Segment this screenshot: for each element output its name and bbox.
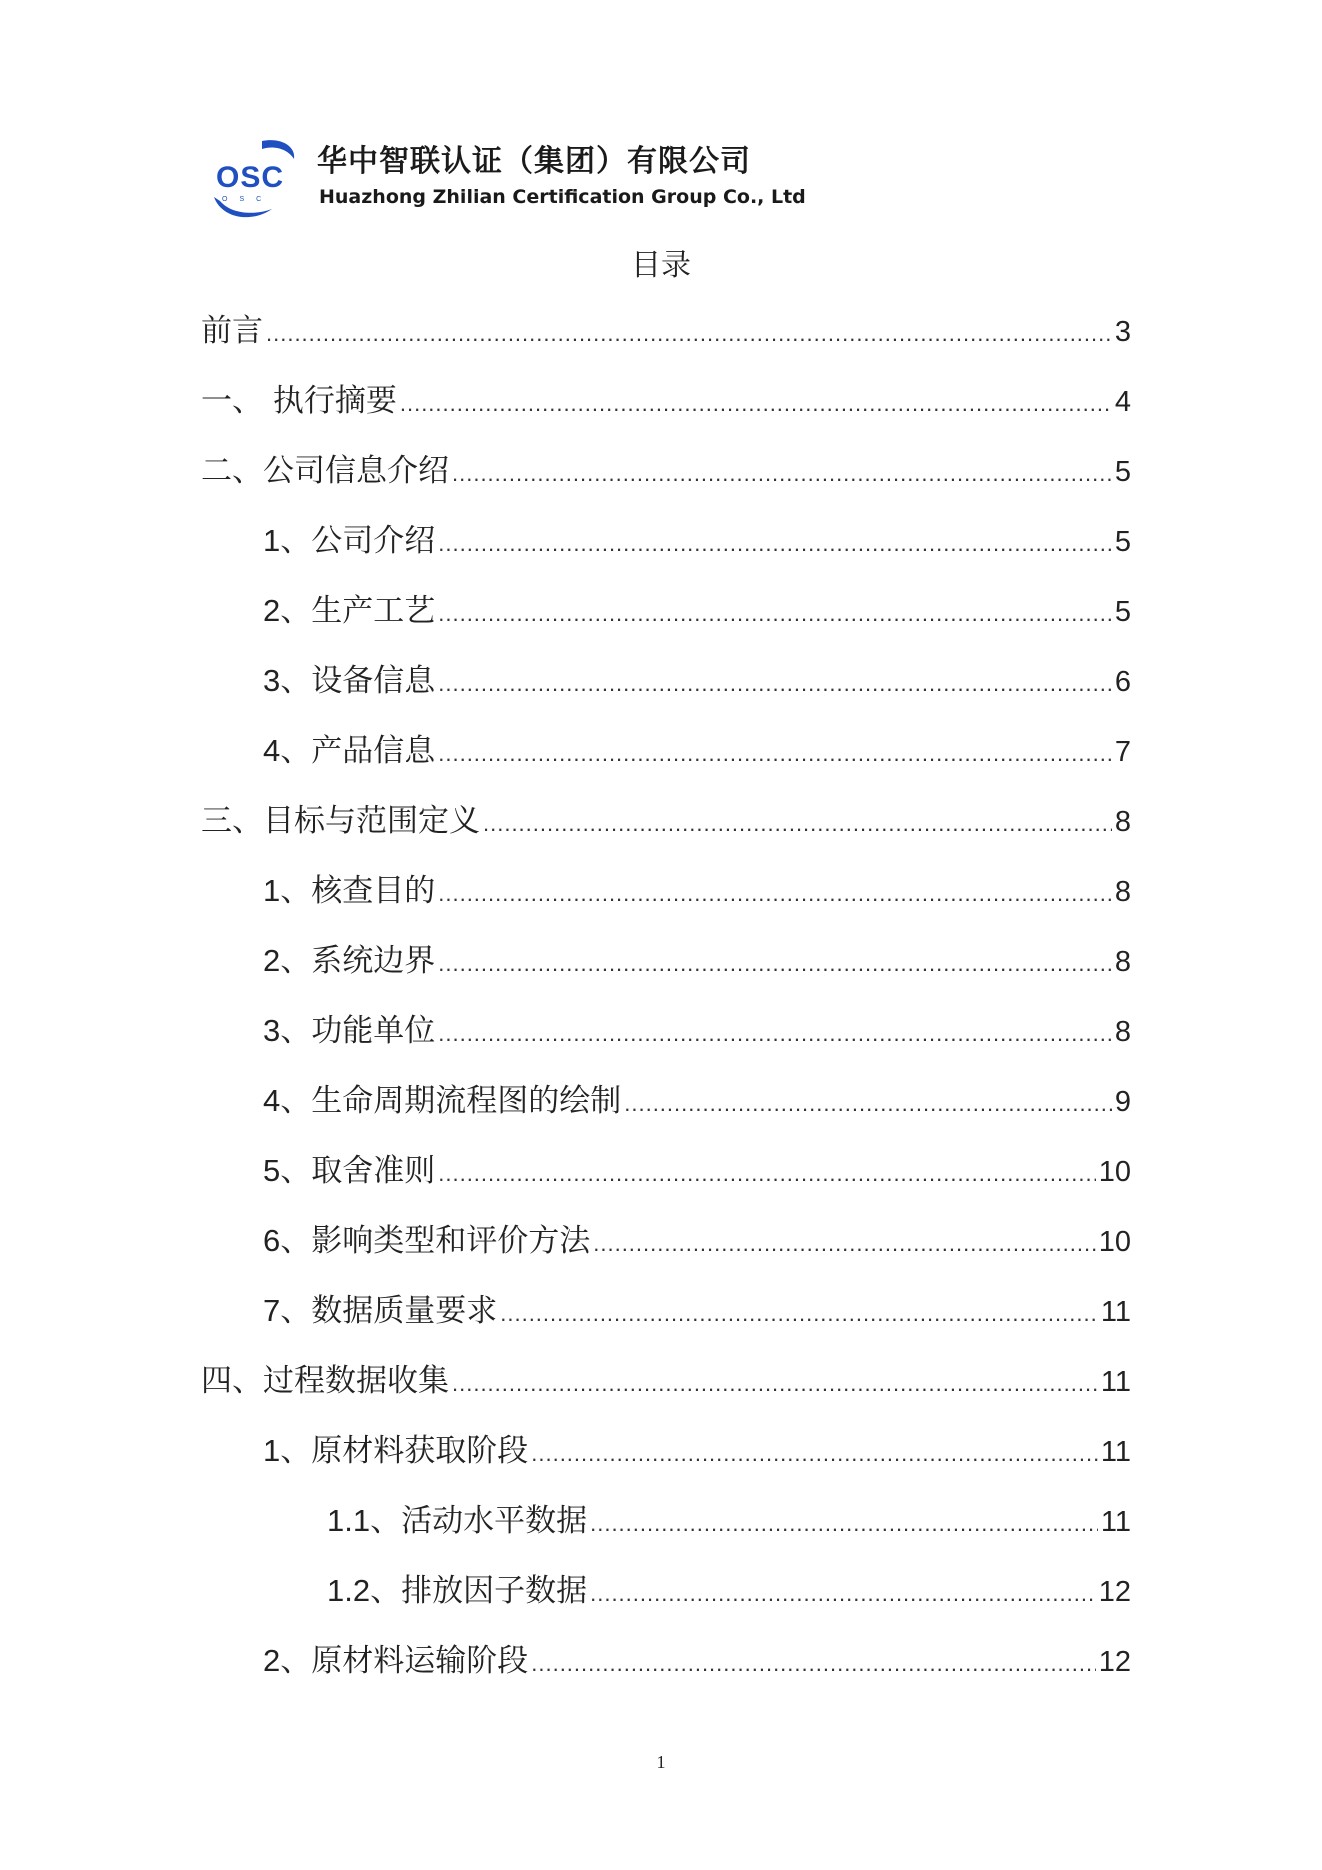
toc-entry-number: 6 bbox=[263, 1223, 281, 1258]
toc-entry-page: 7 bbox=[1114, 736, 1131, 768]
toc-entry-page: 5 bbox=[1114, 596, 1131, 628]
toc-entry[interactable] bbox=[201, 720, 1131, 790]
toc-entry-page: 10 bbox=[1098, 1156, 1131, 1188]
toc-dot-leader bbox=[438, 863, 1112, 925]
toc-entry-title: 、排放因子数据 bbox=[370, 1573, 588, 1609]
toc-entry-title: 、公司介绍 bbox=[280, 523, 436, 559]
document-header bbox=[212, 130, 832, 230]
toc-dot-leader bbox=[531, 1633, 1095, 1695]
toc-entry-title: 、生产工艺 bbox=[280, 593, 436, 629]
toc-entry-title: 前言 bbox=[201, 313, 263, 349]
toc-dot-leader bbox=[452, 443, 1112, 505]
toc-entry-page: 6 bbox=[1114, 666, 1131, 698]
toc-entry-page: 5 bbox=[1114, 526, 1131, 558]
toc-entry-title: 、设备信息 bbox=[280, 663, 436, 699]
toc-dot-leader bbox=[438, 1143, 1095, 1205]
toc-dot-leader bbox=[438, 723, 1112, 785]
toc-entry-title: 、产品信息 bbox=[280, 733, 436, 769]
toc-entry-number: 2 bbox=[263, 1643, 281, 1678]
toc-entry-page: 12 bbox=[1098, 1576, 1131, 1608]
toc-entry[interactable] bbox=[201, 1560, 1131, 1630]
toc-entry-page: 10 bbox=[1098, 1226, 1131, 1258]
toc-dot-leader bbox=[438, 583, 1112, 645]
toc-entry[interactable] bbox=[201, 1420, 1131, 1490]
toc-entry-number: 7 bbox=[263, 1293, 281, 1328]
toc-entry-number: 2 bbox=[263, 593, 281, 628]
toc-entry-page: 9 bbox=[1114, 1086, 1131, 1118]
toc-entry[interactable] bbox=[201, 930, 1131, 1000]
toc-entry-title: 二、公司信息介绍 bbox=[201, 453, 449, 489]
toc-dot-leader bbox=[593, 1213, 1095, 1275]
toc-entry[interactable] bbox=[201, 300, 1131, 370]
toc-entry[interactable] bbox=[201, 1280, 1131, 1350]
toc-dot-leader bbox=[452, 1353, 1098, 1415]
toc-entry-title: 、生命周期流程图的绘制 bbox=[280, 1083, 622, 1119]
toc-dot-leader bbox=[400, 373, 1112, 435]
toc-dot-leader bbox=[266, 303, 1112, 365]
toc-entry[interactable] bbox=[201, 1210, 1131, 1280]
toc-entry[interactable] bbox=[201, 1350, 1131, 1420]
toc-entry-number: 1 bbox=[263, 523, 281, 558]
toc-entry-title: 、数据质量要求 bbox=[280, 1293, 498, 1329]
toc-entry-number: 1 bbox=[263, 1433, 281, 1468]
toc-entry-page: 11 bbox=[1100, 1366, 1131, 1398]
toc-dot-leader bbox=[438, 933, 1112, 995]
toc-entry-number: 5 bbox=[263, 1153, 281, 1188]
toc-entry[interactable] bbox=[201, 440, 1131, 510]
toc-entry-page: 11 bbox=[1100, 1296, 1131, 1328]
toc-entry-page: 5 bbox=[1114, 456, 1131, 488]
toc-entry-page: 8 bbox=[1114, 876, 1131, 908]
toc-entry-number: 4 bbox=[263, 1083, 281, 1118]
toc-entry-number: 3 bbox=[263, 1013, 281, 1048]
toc-entry-page: 12 bbox=[1098, 1646, 1131, 1678]
toc-entry-title: 、原材料获取阶段 bbox=[280, 1433, 529, 1469]
toc-dot-leader bbox=[531, 1423, 1098, 1485]
toc-dot-leader bbox=[590, 1563, 1096, 1625]
toc-entry-title: 、影响类型和评价方法 bbox=[280, 1223, 591, 1259]
toc-dot-leader bbox=[438, 653, 1112, 715]
toc-entry-title: 三、目标与范围定义 bbox=[201, 803, 480, 839]
toc-entry-title: 、功能单位 bbox=[280, 1013, 436, 1049]
toc-entry-page: 8 bbox=[1114, 1016, 1131, 1048]
toc-dot-leader bbox=[438, 513, 1112, 575]
toc-dot-leader bbox=[438, 1003, 1112, 1065]
table-of-contents bbox=[201, 300, 1131, 1700]
toc-entry[interactable] bbox=[201, 1070, 1131, 1140]
toc-entry[interactable] bbox=[201, 1140, 1131, 1210]
toc-entry-title: 、核查目的 bbox=[280, 873, 436, 909]
toc-entry[interactable] bbox=[201, 1000, 1131, 1070]
toc-entry-page: 8 bbox=[1114, 946, 1131, 978]
toc-entry-page: 8 bbox=[1114, 806, 1131, 838]
toc-entry-number: 1.2 bbox=[327, 1573, 371, 1608]
toc-entry[interactable] bbox=[201, 1490, 1131, 1560]
toc-entry[interactable] bbox=[201, 510, 1131, 580]
toc-entry[interactable] bbox=[201, 580, 1131, 650]
svg-text:OSC: OSC bbox=[222, 196, 274, 203]
toc-entry-number: 1 bbox=[263, 873, 281, 908]
toc-entry-title: 、取舍准则 bbox=[280, 1153, 436, 1189]
toc-entry-title: 四、过程数据收集 bbox=[201, 1363, 449, 1399]
toc-dot-leader bbox=[500, 1283, 1098, 1345]
toc-entry-title: 、原材料运输阶段 bbox=[280, 1643, 529, 1679]
toc-entry[interactable] bbox=[201, 790, 1131, 860]
toc-entry-number: 1.1 bbox=[327, 1503, 371, 1538]
toc-entry[interactable] bbox=[201, 1630, 1131, 1700]
toc-entry-title: 、活动水平数据 bbox=[370, 1503, 588, 1539]
toc-entry[interactable] bbox=[201, 860, 1131, 930]
toc-entry-number: 4 bbox=[263, 733, 281, 768]
page-number: 1 bbox=[656, 1752, 666, 1772]
toc-entry-page: 4 bbox=[1114, 386, 1131, 418]
osc-logo-icon bbox=[212, 135, 298, 225]
toc-entry-number: 2 bbox=[263, 943, 281, 978]
toc-dot-leader bbox=[483, 793, 1112, 855]
toc-entry[interactable] bbox=[201, 650, 1131, 720]
toc-dot-leader bbox=[590, 1493, 1098, 1555]
svg-text:OSC: OSC bbox=[216, 161, 285, 194]
toc-entry-page: 3 bbox=[1114, 316, 1131, 348]
toc-entry[interactable] bbox=[201, 370, 1131, 440]
toc-dot-leader bbox=[624, 1073, 1112, 1135]
page-title: 目录 bbox=[631, 248, 691, 283]
toc-entry-page: 11 bbox=[1100, 1436, 1131, 1468]
toc-entry-page: 11 bbox=[1100, 1506, 1131, 1538]
company-name-en: Huazhong Zhilian Certification Group Co., Ltd bbox=[319, 186, 806, 208]
toc-entry-title: 、系统边界 bbox=[280, 943, 436, 979]
toc-entry-title: 一、 执行摘要 bbox=[201, 383, 397, 419]
toc-entry-number: 3 bbox=[263, 663, 281, 698]
company-name-cn: 华中智联认证（集团）有限公司 bbox=[317, 144, 751, 179]
